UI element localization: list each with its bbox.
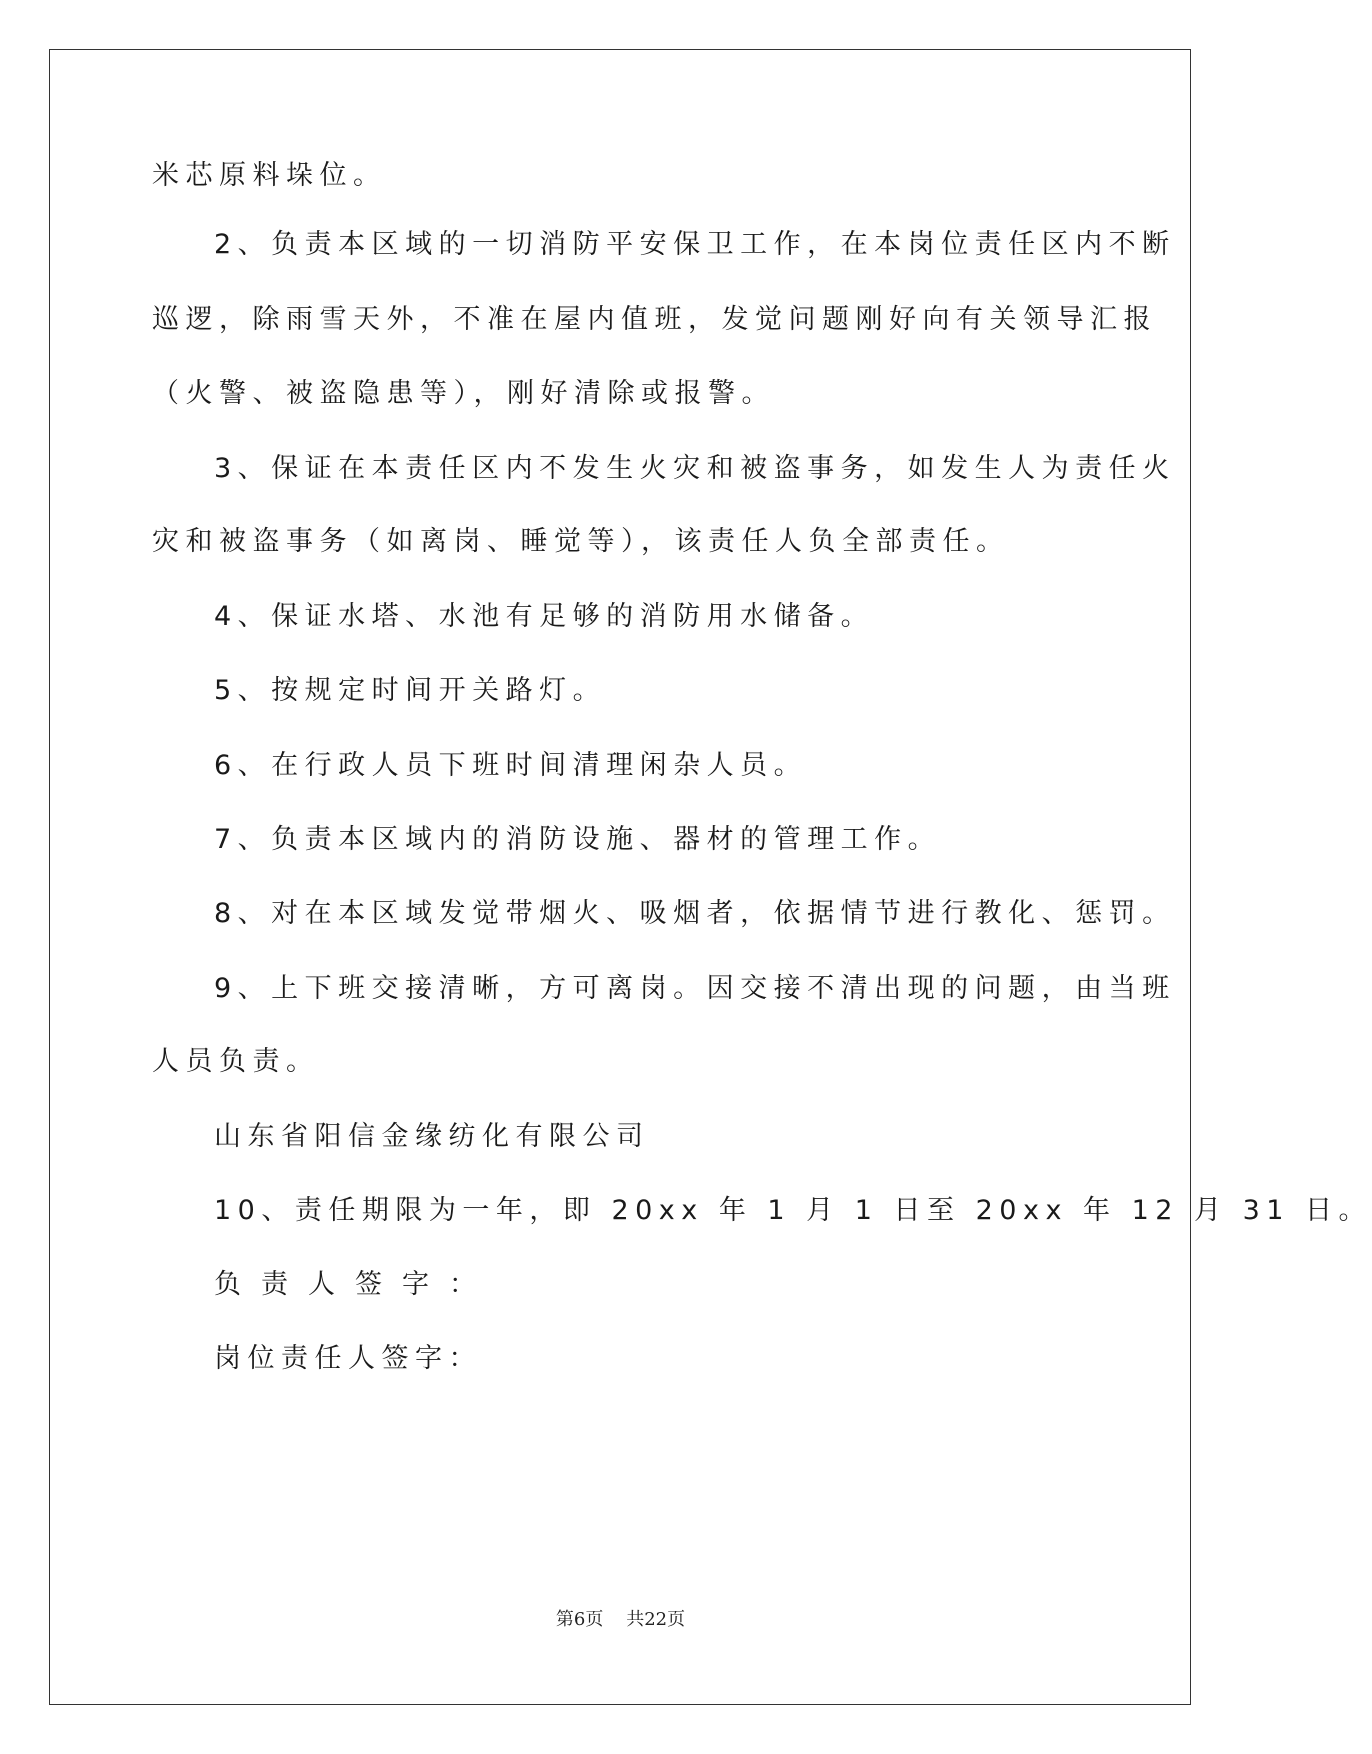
text-line-12: 9、上下班交接清晰，方可离岗。因交接不清出现的问题，由当班 [214, 973, 1176, 1004]
text-line-4: （火警、被盗隐患等），刚好清除或报警。 [152, 378, 775, 409]
text-line-13: 人员负责。 [152, 1046, 320, 1077]
page-footer [0, 1605, 1241, 1631]
signature-line-responsible: 负责人签字： [214, 1269, 496, 1300]
text-line-10: 7、负责本区域内的消防设施、器材的管理工作。 [214, 824, 942, 855]
text-line-6: 灾和被盗事务（如离岗、睡觉等），该责任人负全部责任。 [152, 526, 1010, 557]
text-line-15: 10、责任期限为一年，即 20xx 年 1 月 1 日至 20xx 年 12 月 31 日。 [214, 1195, 1372, 1226]
page-border [49, 49, 1191, 1705]
text-line-3: 巡逻，除雨雪天外，不准在屋内值班，发觉问题刚好向有关领导汇报 [152, 304, 1157, 335]
page-number: 第6页 [555, 1609, 604, 1630]
text-line-8: 5、按规定时间开关路灯。 [214, 675, 607, 706]
signature-line-post: 岗位责任人签字： [214, 1343, 482, 1374]
text-line-5: 3、保证在本责任区内不发生火灾和被盗事务，如发生人为责任火 [214, 453, 1176, 484]
text-line-7: 4、保证水塔、水池有足够的消防用水储备。 [214, 601, 875, 632]
company-name: 山东省阳信金缘纺化有限公司 [214, 1121, 650, 1152]
page-total: 共22页 [626, 1609, 686, 1630]
text-line-1: 米芯原料垛位。 [152, 160, 387, 191]
text-line-9: 6、在行政人员下班时间清理闲杂人员。 [214, 750, 808, 781]
text-line-2: 2、负责本区域的一切消防平安保卫工作，在本岗位责任区内不断 [214, 229, 1176, 260]
text-line-11: 8、对在本区域发觉带烟火、吸烟者，依据情节进行教化、惩罚。 [214, 898, 1176, 929]
